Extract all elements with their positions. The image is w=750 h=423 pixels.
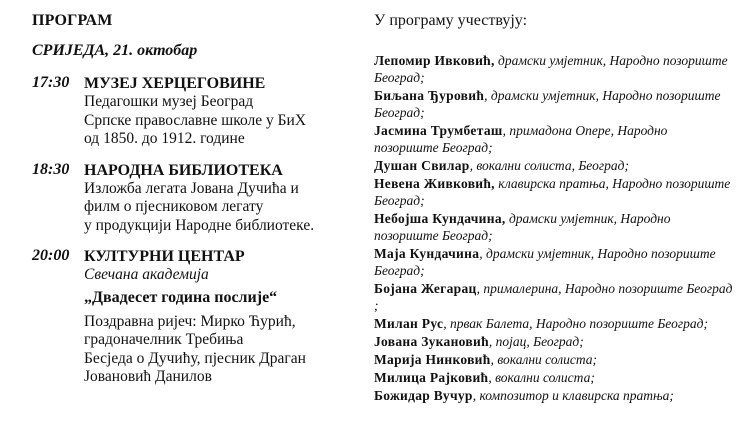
participant-role: , вокални солиста; (488, 370, 595, 385)
event-body (84, 161, 362, 236)
event-time: 18:30 (32, 160, 70, 178)
participant-name: Јована Зукановић (374, 334, 489, 349)
participant-item (374, 122, 734, 156)
participant-name: Маја Кундачина (374, 246, 480, 261)
program-title: ПРОГРАМ (32, 12, 113, 29)
event-venue: НАРОДНА БИБЛИОТЕКА (84, 161, 283, 179)
event-line: Српске православне школе у БиХ (84, 111, 307, 129)
event-1 (32, 74, 362, 149)
participant-item (374, 245, 734, 279)
participant-item (374, 210, 734, 244)
event-line: Бесједа о Дучићу, пјесник Драган (84, 349, 306, 367)
participant-item (374, 175, 734, 209)
event-line: градоначелник Требиња (84, 331, 244, 348)
participant-role: , вокални солиста; (490, 352, 598, 367)
participant-role: , композитор и клавирска пратња; (472, 388, 674, 403)
participant-name: Бојана Жегарац (374, 281, 477, 296)
participants-list (374, 52, 734, 404)
participant-role: клавирска пратња, Народно позориште Београд; (374, 176, 731, 208)
participant-name: Небојша Кундачина, (374, 211, 506, 226)
participant-role: , првак Балета, Народно позориште Београд; (443, 316, 708, 331)
participants-column (374, 12, 734, 405)
event-line: у продукцији Народне библиотеке. (84, 216, 315, 234)
participant-role: , примадона Опере, Народно позориште Београд; (374, 123, 668, 155)
participant-item (374, 157, 734, 174)
participant-role: драмски умјетник, Народно позориште Београд; (374, 53, 728, 85)
participant-item (374, 280, 734, 314)
participant-role: , вокални солиста, Београд; (469, 158, 629, 173)
event-2 (32, 161, 362, 236)
participant-role: , драмски умјетник, Народно позориште Београд; (374, 246, 716, 278)
participant-role: драмски умјетник, Народно позориште Београд; (374, 211, 671, 243)
participant-name: Биљана Ђуровић (374, 88, 485, 103)
participant-name: Невена Живковић, (374, 176, 495, 191)
participant-item (374, 52, 734, 86)
participant-name: Лепомир Ивковић, (374, 53, 495, 68)
participant-name: Јасмина Трумбеташ (374, 123, 503, 138)
event-line: филм о пјесниковом легату (84, 198, 264, 215)
participants-title: У програму учествују: (374, 12, 528, 29)
program-column (32, 12, 362, 399)
event-venue: КУЛТУРНИ ЦЕНТАР (84, 248, 245, 265)
participant-name: Милица Рајковић (374, 370, 489, 385)
event-3 (32, 247, 362, 387)
event-time: 17:30 (32, 74, 70, 91)
participant-item (374, 87, 734, 121)
event-line: Јовановић Данилов (84, 368, 212, 385)
participant-item (374, 333, 734, 350)
participant-item (374, 351, 734, 368)
event-quote: „Двадесет година послије“ (84, 288, 278, 306)
program-day: СРИЈЕДА, 21. октобар (32, 42, 198, 59)
participant-name: Божидар Вучур (374, 388, 473, 403)
event-line: од 1850. до 1912. године (84, 130, 245, 147)
participant-name: Марија Нинковић (374, 352, 491, 367)
event-body (84, 74, 362, 149)
event-line: Педагошки музеј Београд (84, 93, 254, 110)
event-line: Изложба легата Јована Дучића и (84, 179, 299, 197)
participant-item (374, 369, 734, 386)
event-time: 20:00 (32, 247, 70, 264)
participant-name: Душан Свилар (374, 158, 470, 173)
participant-item (374, 315, 734, 332)
event-body (84, 247, 362, 387)
participant-name: Милан Рус (374, 316, 444, 331)
participant-item (374, 387, 734, 404)
event-line: Поздравна ријеч: Мирко Ћурић, (84, 312, 296, 330)
event-venue: МУЗЕЈ ХЕРЦЕГОВИНЕ (84, 75, 266, 92)
event-subtitle: Свечана академија (84, 266, 209, 283)
participant-role: , појац, Београд; (488, 334, 584, 349)
participant-role: , прималерина, Народно позориште Београд ; (374, 281, 733, 313)
participant-role: , драмски умјетник, Народно позориште Београд; (374, 88, 721, 120)
